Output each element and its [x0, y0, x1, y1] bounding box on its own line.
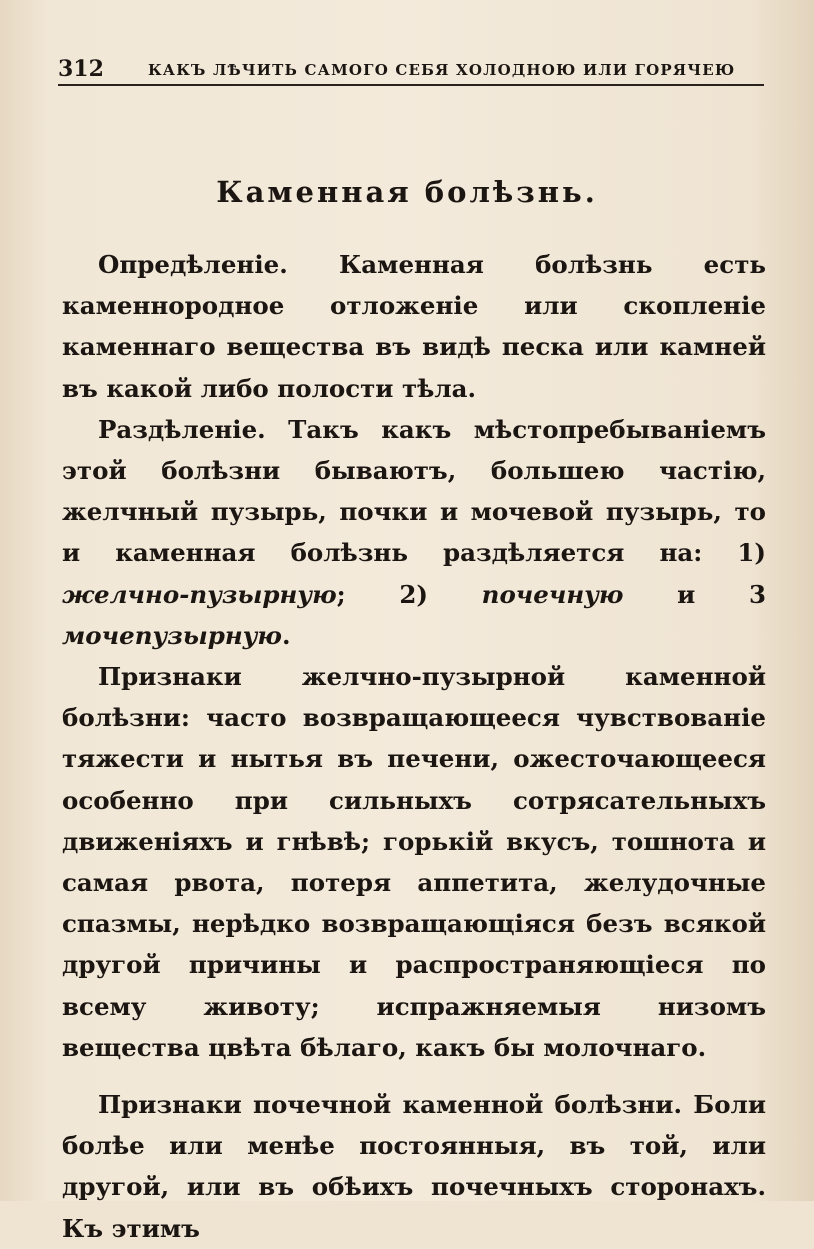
- paragraph-text: ; 2): [336, 579, 428, 609]
- paragraph-text: и 3: [677, 579, 767, 609]
- page-number: 312: [58, 56, 104, 82]
- paragraph-lead: Раздѣленіе.: [98, 414, 266, 444]
- paragraph-gallbladder-signs: [62, 656, 766, 1068]
- running-title: КАКЪ ЛѢЧИТЬ САМОГО СЕБЯ ХОЛОДНОЮ ИЛИ ГОРЯЧЕЮ: [147, 61, 736, 79]
- paragraph-lead: Признаки почечной каменной болѣзни.: [98, 1090, 682, 1120]
- running-head: [58, 56, 764, 86]
- section-heading: Каменная болѣзнь.: [216, 175, 598, 209]
- italic-term: мочепузырную: [62, 620, 282, 650]
- paragraph-text: .: [281, 620, 291, 650]
- italic-term: почечную: [481, 579, 624, 609]
- paragraph-definition: [62, 244, 766, 409]
- paragraph-text: Такъ какъ мѣстопребываніемъ этой болѣзни бываютъ, большею частію, желчный пузырь, почки и мочевой пузырь, то и каменная болѣзнь раздѣляется на: 1): [62, 414, 767, 568]
- body-text: [62, 244, 766, 1249]
- paragraph-lead: Признаки желчно-пузырной каменной болѣзни:: [62, 662, 766, 733]
- italic-term: желчно-пузырную: [62, 579, 337, 609]
- paragraph-lead: Опредѣленіе.: [98, 250, 288, 279]
- paragraph-kidney-signs: [62, 1084, 766, 1249]
- paragraph-text: Боли болѣе или менѣе постоянныя, въ той, или другой, или въ обѣихъ почечныхъ сторонахъ. Къ этимъ: [62, 1090, 767, 1243]
- paragraph-classification: [62, 409, 766, 656]
- paragraph-text: Каменная болѣзнь есть каменнородное отложеніе или скопленіе каменнаго вещества въ видѣ песка или камней въ какой либо полости тѣла.: [62, 250, 766, 403]
- paragraph-text: часто возвращающееся чувствованіе тяжести и нытья въ печени, ожесточающееся особенно при сильныхъ сотрясательныхъ движеніяхъ и гнѣвѣ; горькій вкусъ, тошнота и самая рвота, потеря аппетита, желудочные спазмы, нерѣдко возвращающіяся безъ всякой другой причины и распространяющіеся по всему животу; испражняемыя низомъ вещества цвѣта бѣлаго, какъ бы молочнаго.: [62, 703, 767, 1062]
